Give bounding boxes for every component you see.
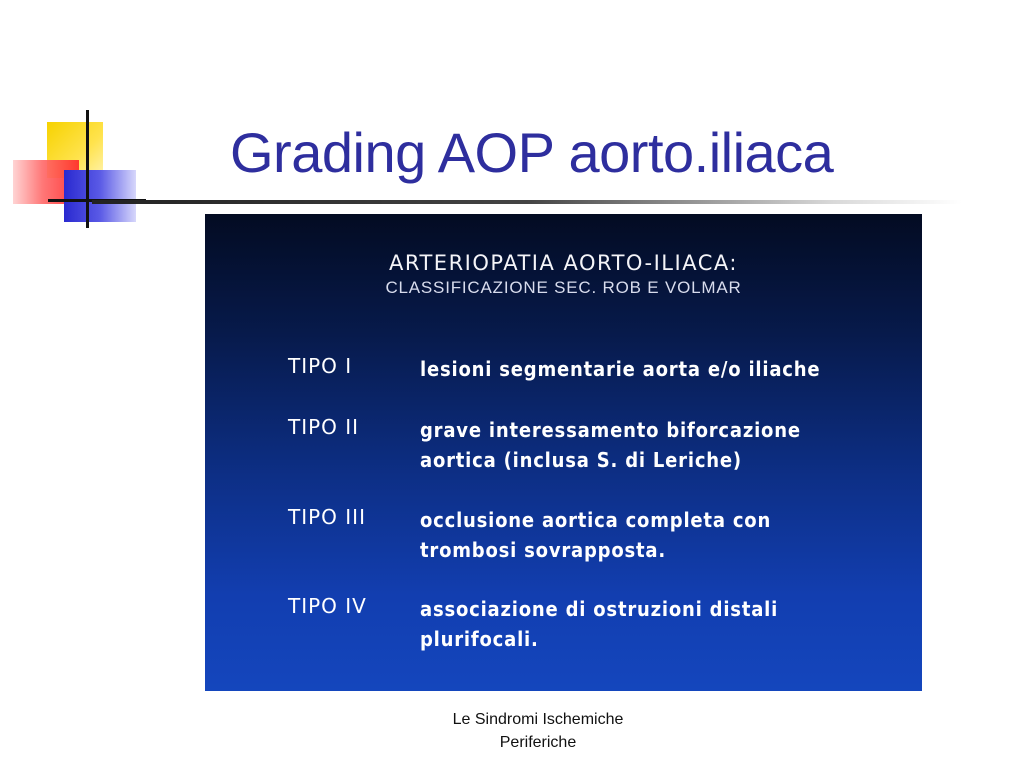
- row-type-label: TIPO I: [288, 354, 353, 378]
- footer-line-1: Le Sindromi Ischemiche: [452, 711, 624, 728]
- row-description-line: grave interessamento biforcazione: [420, 418, 801, 442]
- row-description-line: trombosi sovrapposta.: [420, 538, 667, 562]
- title-divider: [92, 200, 962, 204]
- blue-square-shape: [64, 170, 136, 222]
- row-description: [420, 594, 900, 654]
- footer-line-2: Periferiche: [499, 734, 577, 751]
- row-type-label: TIPO III: [288, 505, 366, 529]
- row-description-line: plurifocali.: [420, 627, 539, 651]
- row-description-line: lesioni segmentarie aorta e/o iliache: [420, 357, 821, 381]
- slide-footer: [410, 708, 666, 754]
- decorative-logo-icon: [0, 100, 160, 240]
- panel-heading: ARTERIOPATIA AORTO-ILIACA:: [389, 251, 738, 275]
- row-type-label: TIPO II: [288, 415, 360, 439]
- row-description: [420, 415, 900, 475]
- row-description: [420, 354, 900, 384]
- classification-panel: [205, 214, 922, 691]
- row-description-line: aortica (inclusa S. di Leriche): [420, 448, 742, 472]
- panel-subheading: CLASSIFICAZIONE SEC. ROB E VOLMAR: [385, 278, 742, 297]
- slide-title: Grading AOP aorto.iliaca: [230, 121, 834, 184]
- logo-vertical-line: [86, 110, 89, 228]
- row-type-label: TIPO IV: [288, 594, 367, 618]
- row-description-line: occlusione aortica completa con: [420, 508, 772, 532]
- row-description-line: associazione di ostruzioni distali: [420, 597, 779, 621]
- row-description: [420, 505, 900, 565]
